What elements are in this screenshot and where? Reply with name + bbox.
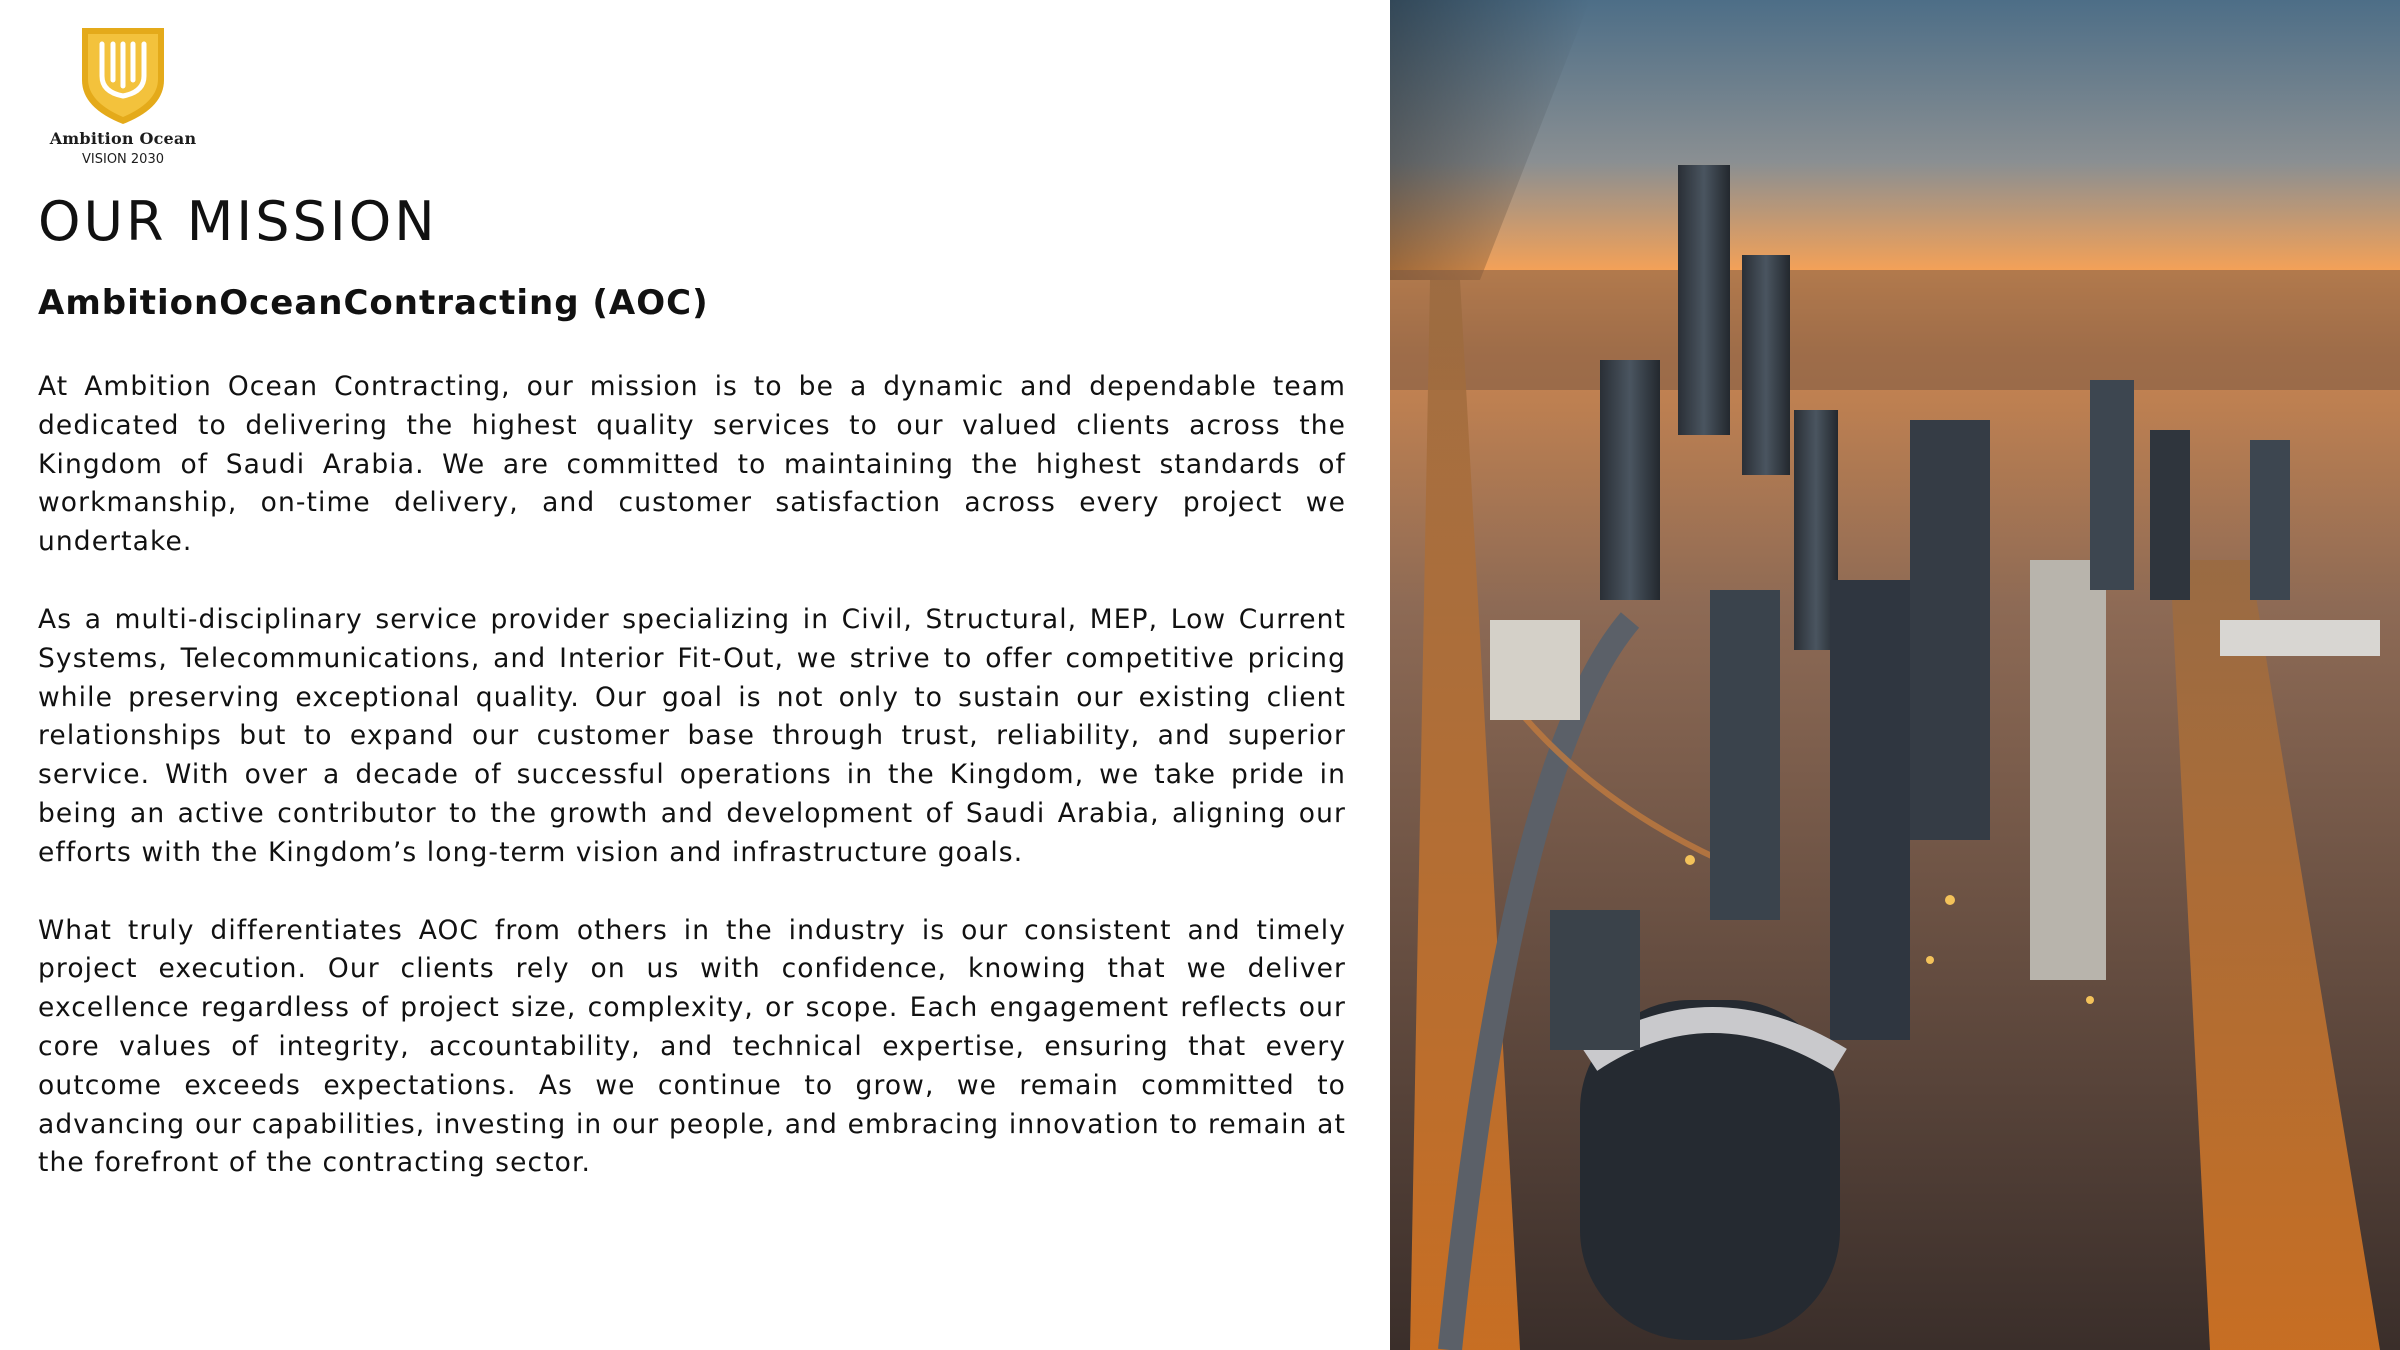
company-logo — [38, 22, 208, 172]
mission-body — [38, 368, 1346, 1222]
page-title: OUR MISSION — [38, 190, 438, 253]
services-paragraph: As a multi-disciplinary service provider specializing in Civil, Structural, MEP, Low Current Systems, Telecommunications, and Interior Fit-Out, we strive to offer competitive pricing while preserving exceptional quality. Our goal is not only to sustain our existing client relationships but to expand our customer base through trust, reliability, and superior service. With over a decade of successful operations in the Kingdom, we take pride in being an active contributor to the growth and development of Saudi Arabia, aligning our efforts with the Kingdom’s long-term vision and infrastructure goals. — [38, 603, 1346, 868]
page-subtitle: AmbitionOceanContracting (AOC) — [38, 283, 709, 323]
riyadh-skyline-photo — [1390, 0, 2400, 1350]
differentiator-paragraph: What truly differentiates AOC from others in the industry is our consistent and timely project execution. Our clients rely on us with confidence, knowing that we deliver excellence regardless of project size, complexity, or scope. Each engagement reflects our core values of integrity, accountability, and technical expertise, ensuring that every outcome exceeds expectations. As we continue to grow, we remain committed to advancing our capabilities, investing in our people, and embracing innovation to remain at the forefront of the contracting sector. — [38, 914, 1346, 1179]
skyline-illustration — [1390, 0, 2400, 1350]
aoc-shield-icon — [76, 22, 170, 126]
logo-company-name: Ambition Ocean — [49, 129, 197, 148]
logo-tagline: VISION 2030 — [82, 152, 164, 167]
mission-paragraph: At Ambition Ocean Contracting, our mission is to be a dynamic and dependable team dedicated to delivering the highest quality services to our valued clients across the Kingdom of Saudi Arabia. We are committed to maintaining the highest standards of workmanship, on-time delivery, and customer satisfaction across every project we undertake. — [38, 371, 1346, 558]
